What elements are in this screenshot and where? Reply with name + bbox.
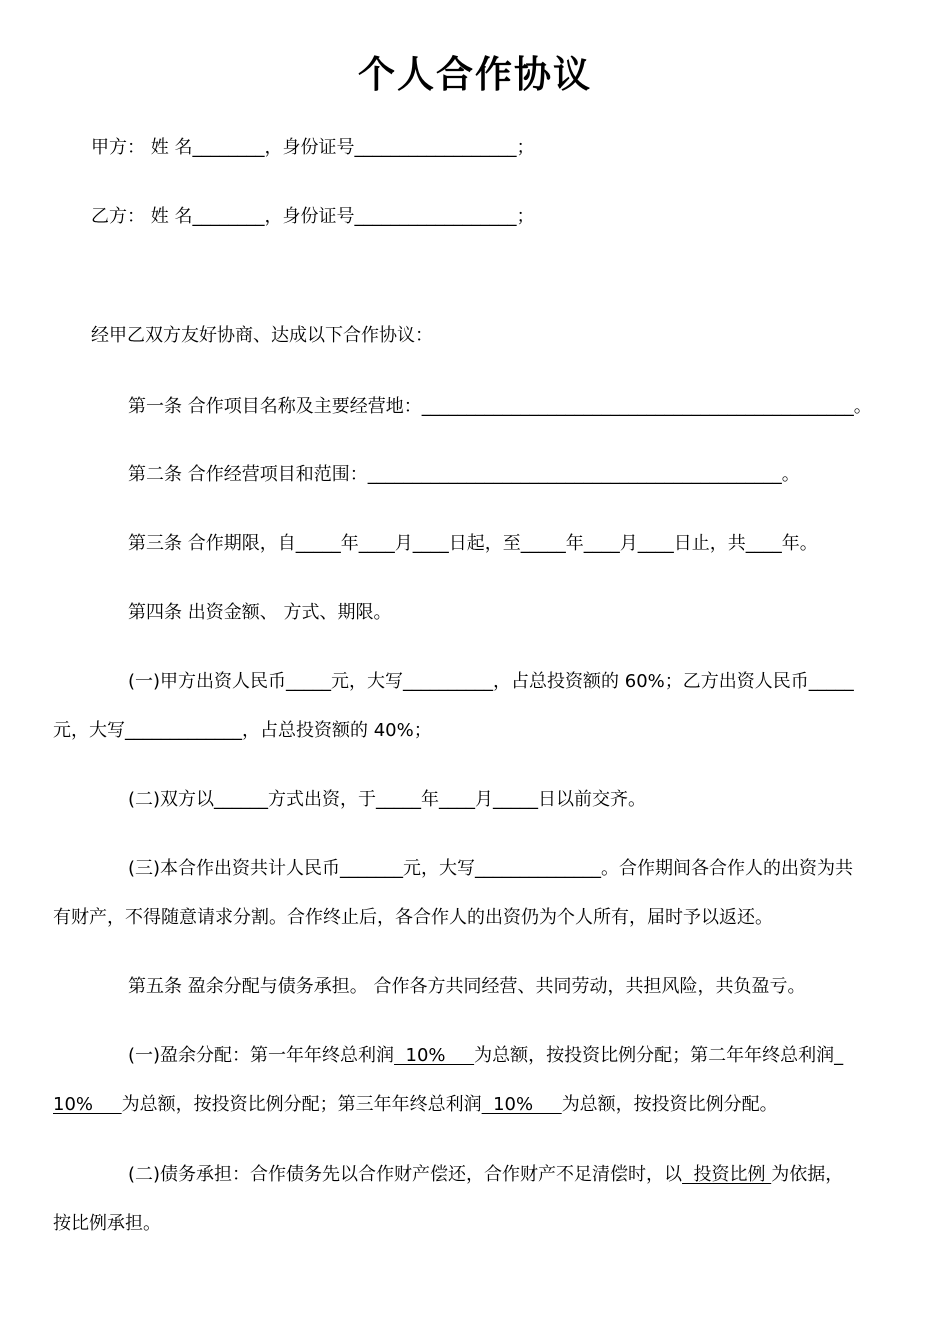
clause-text: 为总额，按投资比例分配；第二年年终总利润	[474, 1045, 835, 1066]
party-b-line: 乙方： 姓 名________，身份证号__________________；	[91, 206, 535, 227]
party-a-line: 甲方： 姓 名________，身份证号__________________；	[91, 137, 535, 158]
clause-text: 为依据，	[771, 1164, 844, 1185]
article-4: 第四条 出资金额、 方式、期限。	[128, 602, 392, 623]
clause-text: 为总额，按投资比例分配；第三年年终总利润	[121, 1094, 482, 1115]
profit-share-year-3: 10%	[481, 1094, 562, 1115]
document-title: 个人合作协议	[358, 53, 592, 96]
article-2: 第二条 合作经营项目和范围：______________________________________________。	[128, 464, 800, 485]
article-4-clause-3-line-2: 有财产，不得随意请求分割。合作终止后，各合作人的出资仍为个人所有，届时予以返还。	[53, 907, 773, 928]
article-4-clause-2: (二)双方以______方式出资，于_____年____月_____日以前交齐。	[128, 789, 647, 810]
article-4-clause-3-line-1: (三)本合作出资共计人民币_______元，大写______________。合作期间各合作人的出资为共	[128, 858, 854, 879]
article-3: 第三条 合作期限，自_____年____月____日起，至_____年____月____日止，共____年。	[128, 533, 818, 554]
article-5-clause-1-line-2	[53, 1092, 778, 1118]
article-5-clause-2-line-1	[128, 1162, 843, 1188]
intro-paragraph: 经甲乙双方友好协商、达成以下合作协议：	[91, 325, 433, 346]
article-5: 第五条 盈余分配与债务承担。 合作各方共同经营、共同劳动，共担风险，共负盈亏。	[128, 976, 806, 997]
clause-text: (二)债务承担：合作债务先以合作财产偿还，合作财产不足清偿时，以	[128, 1164, 683, 1185]
profit-share-year-1: 10%	[394, 1045, 475, 1066]
article-5-clause-1-line-1	[128, 1043, 843, 1069]
blank-underscore: _	[834, 1045, 844, 1066]
article-1: 第一条 合作项目名称及主要经营地：________________________________________________。	[128, 396, 872, 417]
article-4-clause-1-line-1: (一)甲方出资人民币_____元，大写__________，占总投资额的 60%；乙方出资人民币_____	[128, 671, 854, 692]
clause-text: (一)盈余分配：第一年年终总利润	[128, 1045, 395, 1066]
article-4-clause-1-line-2: 元，大写_____________，占总投资额的 40%；	[53, 720, 432, 741]
clause-text: 为总额，按投资比例分配。	[561, 1094, 778, 1115]
debt-basis: 投资比例	[682, 1164, 772, 1185]
profit-share-year-2: 10%	[53, 1094, 122, 1115]
article-5-clause-2-line-2: 按比例承担。	[53, 1213, 161, 1234]
